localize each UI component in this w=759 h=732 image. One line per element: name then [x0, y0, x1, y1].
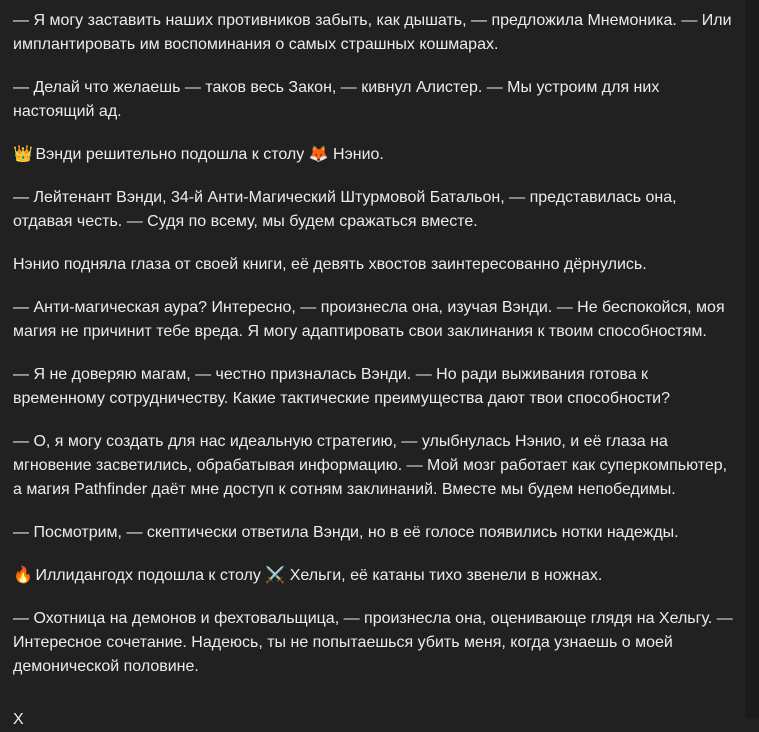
message-paragraph: — Делай что желаешь — таков весь Закон, — кивнул Алистер. — Мы устроим для них настоящий ад. [13, 79, 660, 120]
message-paragraph: — Я могу заставить наших противников забыть, как дышать, — предложила Мнемоника. — Или имплантировать им воспоминания о самых страшных кошмарах. [13, 12, 732, 53]
message-paragraph: — Я не доверяю магам, — честно призналась Вэнди. — Но ради выживания готова к временному сотрудничеству. Какие тактические преимущества дают твои способности? [13, 366, 670, 407]
message-paragraph-truncated: Х [13, 711, 24, 728]
message-paragraph: — Посмотрим, — скептически ответила Вэнди, но в её голосе появились нотки надежды. [13, 524, 679, 541]
chat-message [13, 9, 738, 698]
message-paragraph: — Лейтенант Вэнди, 34-й Анти-Магический Штурмовой Батальон, — представилась она, отдавая честь. — Судя по всему, мы будем сражаться вместе. [13, 189, 677, 230]
scrollbar-track[interactable] [745, 0, 759, 718]
crown-icon: 👑 [13, 146, 33, 163]
message-paragraph: 👑 Вэнди решительно подошла к столу 🦊 Нэнио. [13, 143, 738, 167]
message-paragraph: — О, я могу создать для нас идеальную стратегию, — улыбнулась Нэнио, и её глаза на мгновение засветились, обрабатывая информацию. — Мой мозг работает как суперкомпьютер, а магия Pathfinder даёт мне доступ к сотням заклинаний. Вместе мы будем непобедимы. [13, 433, 728, 498]
fire-icon: 🔥 [13, 567, 33, 584]
message-paragraph: — Анти-магическая аура? Интересно, — произнесла она, изучая Вэнди. — Не беспокойся, моя магия не причинит тебе вреда. Я могу адаптировать свои заклинания к твоим способностям. [13, 299, 725, 340]
message-paragraph: Нэнио подняла глаза от своей книги, её девять хвостов заинтересованно дёрнулись. [13, 256, 647, 273]
message-paragraph: 🔥 Иллидангодх подошла к столу ⚔️ Хельги, её катаны тихо звенели в ножнах. [13, 564, 738, 588]
message-paragraph: — Охотница на демонов и фехтовальщица, — произнесла она, оценивающе глядя на Хельгу. — Интересное сочетание. Надеюсь, ты не попытаешься убить меня, когда узнаешь о моей демонической половине. [13, 610, 733, 675]
